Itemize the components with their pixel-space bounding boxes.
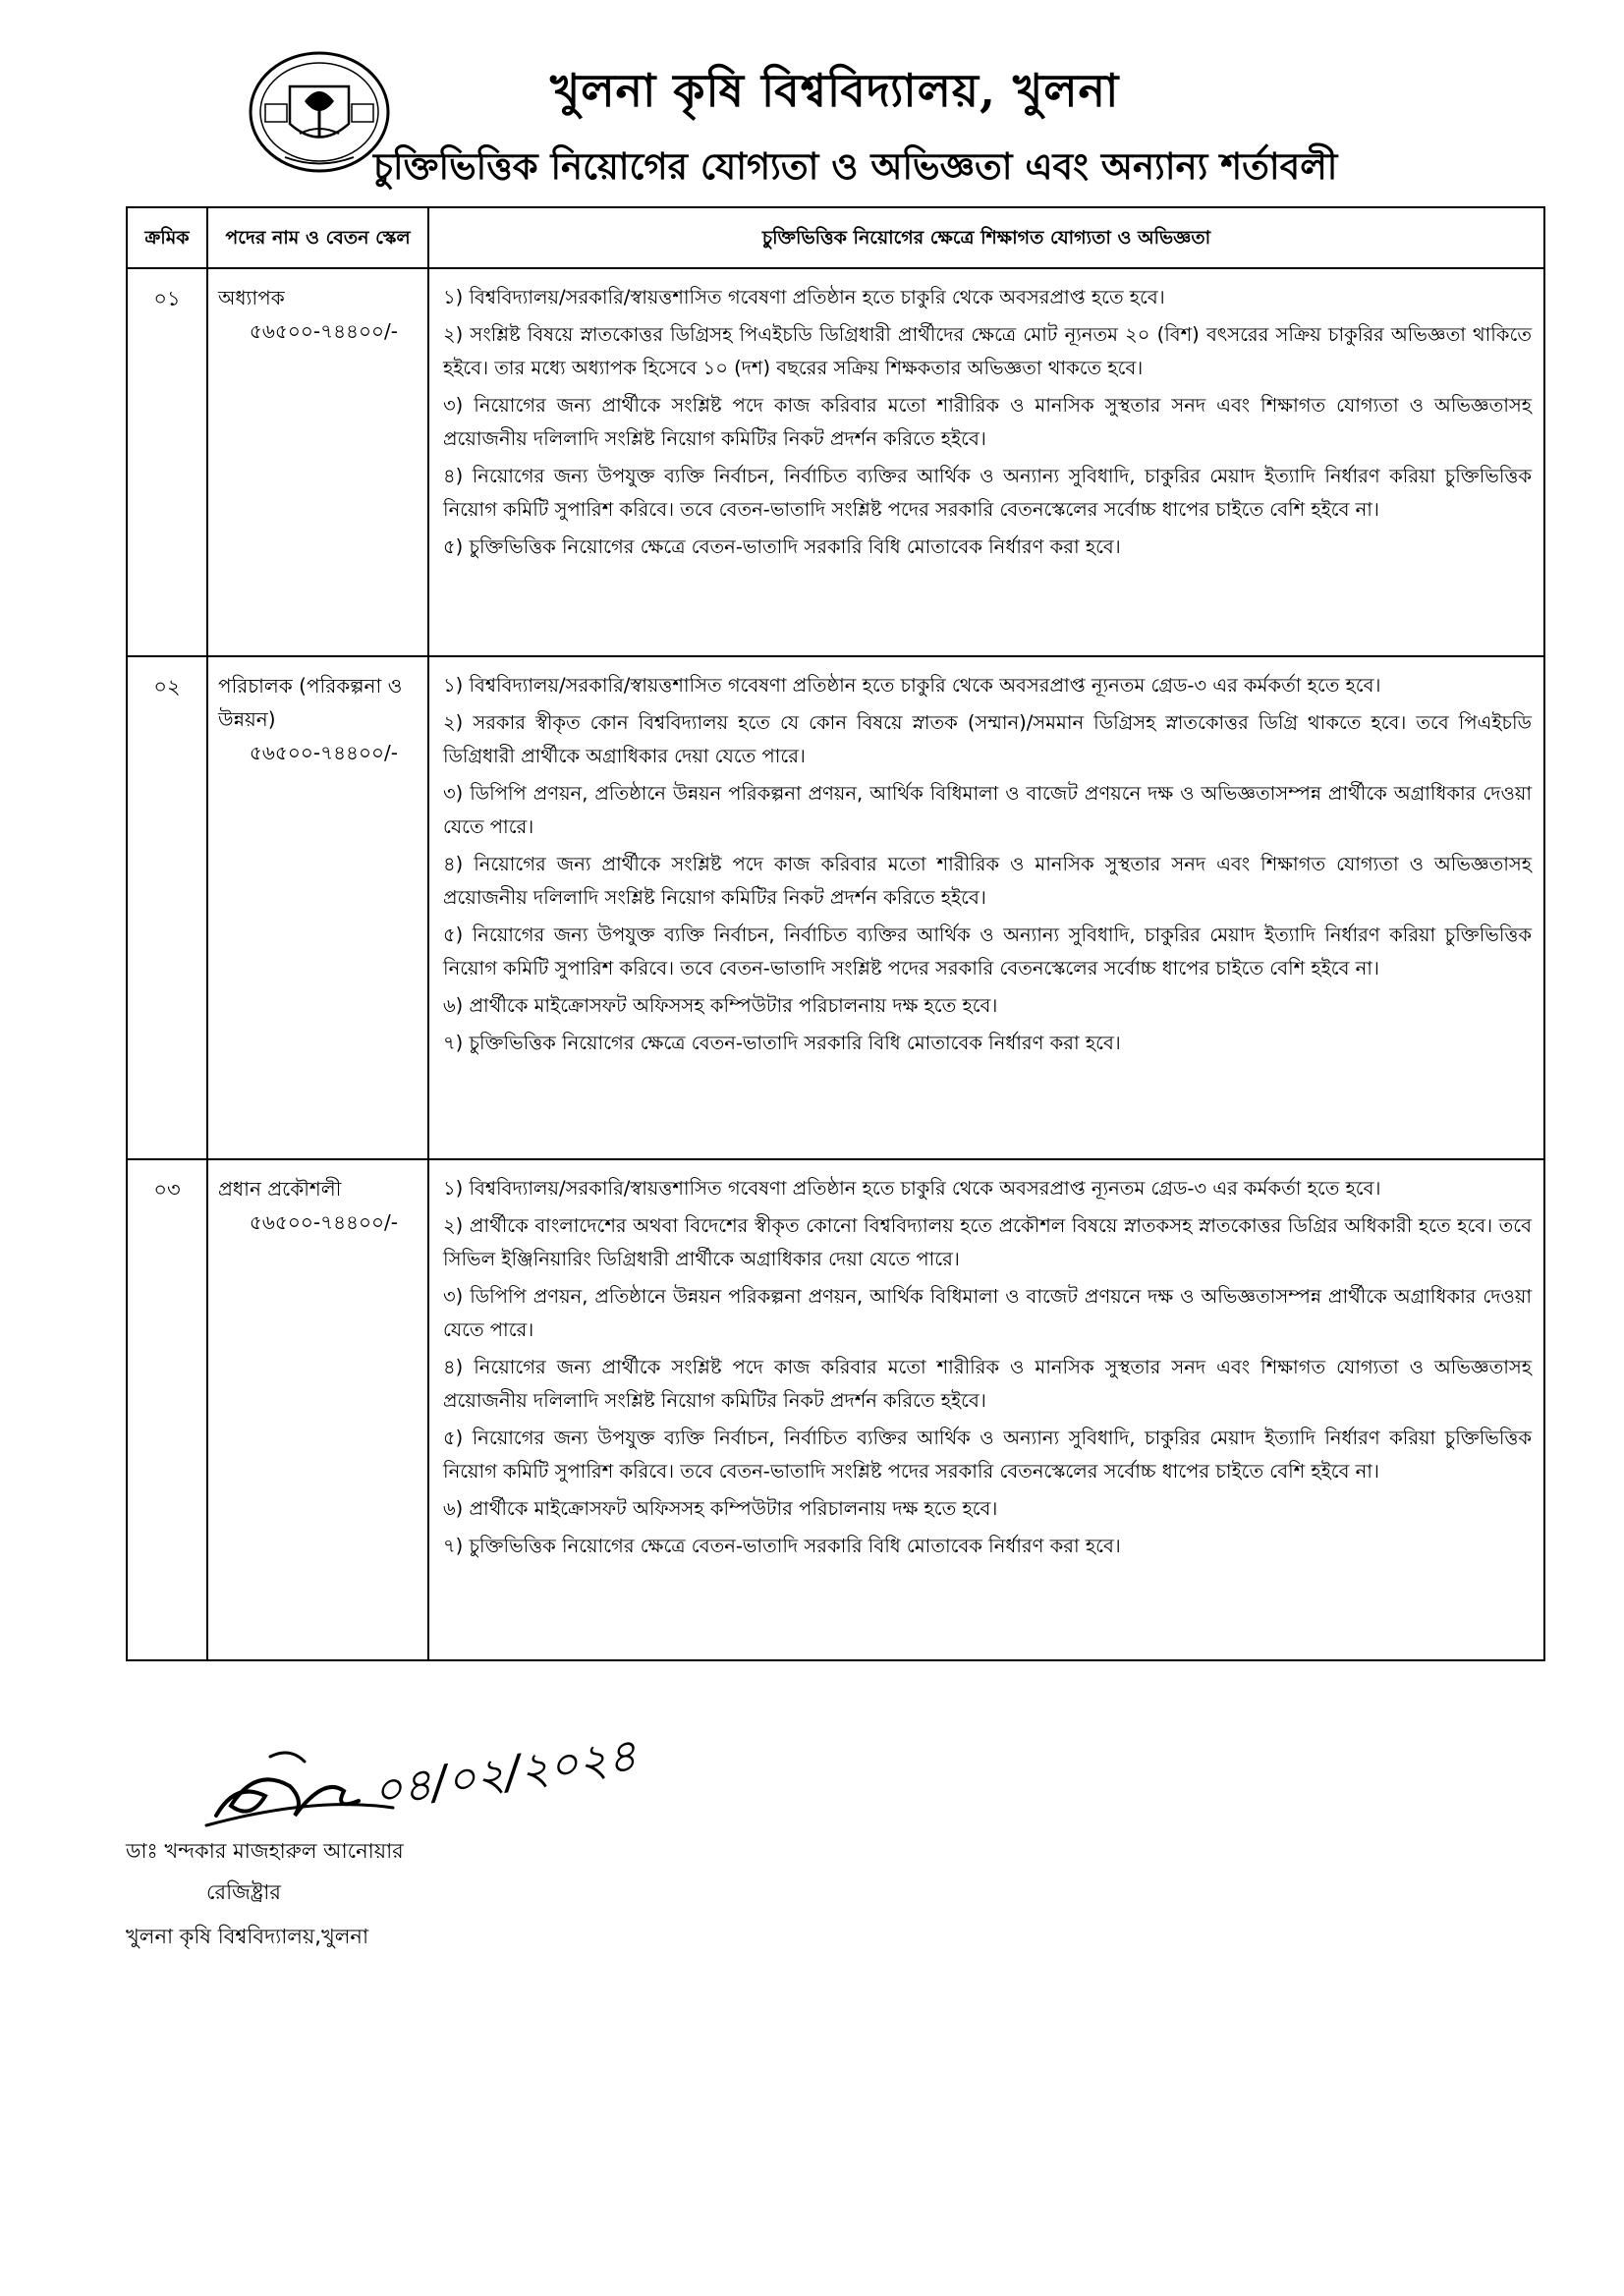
signatory-organization: খুলনা কৃষি বিশ্ববিদ্যালয়,খুলনা [126,1925,369,1948]
header-serial: ক্রমিক [127,207,207,268]
row-serial: ০৩ [127,1159,207,1660]
post-name: প্রধান প্রকৌশলী [218,1177,342,1201]
post-name: অধ্যাপক [218,286,285,309]
table-header-row [127,207,1544,268]
row-post [207,1159,428,1660]
table-row [127,1159,1544,1660]
requirements-table [126,206,1545,1661]
requirement-item: ৭) চুক্তিভিত্তিক নিয়োগের ক্ষেত্রে বেতন-ভাতাদি সরকারি বিধি মোতাবেক নির্ধারণ করা হবে। [443,1535,1121,1557]
row-requirements [428,656,1544,1159]
row-serial: ০১ [127,268,207,656]
requirement-item: ১) বিশ্ববিদ্যালয়/সরকারি/স্বায়ত্তশাসিত গবেষণা প্রতিষ্ঠান হতে চাকুরি থেকে অবসরপ্রাপ্ত ন্যূনতম গ্রেড-৩ এর কর্মকর্তা হতে হবে। [443,1177,1381,1200]
salary-scale: ৫৬৫০০-৭৪৪০০/- [249,1210,398,1234]
header-post: পদের নাম ও বেতন স্কেল [207,207,428,268]
row-requirements [428,268,1544,656]
requirement-item: ১) বিশ্ববিদ্যালয়/সরকারি/স্বায়ত্তশাসিত গবেষণা প্রতিষ্ঠান হতে চাকুরি থেকে অবসরপ্রাপ্ত হতে হবে। [443,286,1165,308]
university-title: খুলনা কৃষি বিশ্ববিদ্যালয়, খুলনা [550,64,1120,117]
requirement-item: ৬) প্রার্থীকে মাইক্রোসফট অফিসসহ কম্পিউটার পরিচালনায় দক্ষ হতে হবে। [443,994,998,1017]
requirement-item: ৪) নিয়োগের জন্য প্রার্থীকে সংশ্লিষ্ট পদে কাজ করিবার মতো শারীরিক ও মানসিক সুস্থতার সনদ এবং শিক্ষাগত যোগ্যতা ও অভিজ্ঞতাসহ প্রয়োজনীয় দলিলাদি সংশ্লিষ্ট নিয়োগ কমিটির নিকট প্রদর্শন করিতে হইবে। [443,1356,1532,1412]
requirement-item: ২) সরকার স্বীকৃত কোন বিশ্ববিদ্যালয় হতে যে কোন বিষয়ে স্নাতক (সম্মান)/সমমান ডিগ্রিসহ স্নাতকোত্তর ডিগ্রি থাকতে হবে। তবে পিএইচডি ডিগ্রিধারী প্রার্থীকে অগ্রাধিকার দেয়া যেতে পারে। [443,711,1532,767]
row-serial: ০২ [127,656,207,1159]
salary-scale: ৫৬৫০০-৭৪৪০০/- [249,319,398,343]
requirement-item: ৫) নিয়োগের জন্য উপযুক্ত ব্যক্তি নির্বাচন, নির্বাচিত ব্যক্তির আর্থিক ও অন্যান্য সুবিধাদি, চাকুরির মেয়াদ ইত্যাদি নির্ধারণ করিয়া চুক্তিভিত্তিক নিয়োগ কমিটি সুপারিশ করিবে। তবে বেতন-ভাতাদি সংশ্লিষ্ট পদের সরকারি বেতনস্কেলের সর্বোচ্চ ধাপের চাইতে বেশি হইবে না। [443,924,1532,980]
requirement-item: ৩) ডিপিপি প্রণয়ন, প্রতিষ্ঠানে উন্নয়ন পরিকল্পনা প্রণয়ন, আর্থিক বিধিমালা ও বাজেট প্রণয়নে দক্ষ ও অভিজ্ঞতাসম্পন্ন প্রার্থীকে অগ্রাধিকার দেওয়া যেতে পারে। [443,782,1532,838]
requirement-item: ৬) প্রার্থীকে মাইক্রোসফট অফিসসহ কম্পিউটার পরিচালনায় দক্ষ হতে হবে। [443,1497,998,1520]
requirement-item: ৫) নিয়োগের জন্য উপযুক্ত ব্যক্তি নির্বাচন, নির্বাচিত ব্যক্তির আর্থিক ও অন্যান্য সুবিধাদি, চাকুরির মেয়াদ ইত্যাদি নির্ধারণ করিয়া চুক্তিভিত্তিক নিয়োগ কমিটি সুপারিশ করিবে। তবে বেতন-ভাতাদি সংশ্লিষ্ট পদের সরকারি বেতনস্কেলের সর্বোচ্চ ধাপের চাইতে বেশি হইবে না। [443,1427,1532,1483]
signatory-designation: রেজিষ্ট্রার [206,1880,281,1904]
requirement-item: ৭) চুক্তিভিত্তিক নিয়োগের ক্ষেত্রে বেতন-ভাতাদি সরকারি বিধি মোতাবেক নির্ধারণ করা হবে। [443,1032,1121,1054]
handwritten-signature [196,1727,641,1835]
requirement-item: ২) সংশ্লিষ্ট বিষয়ে স্নাতকোত্তর ডিগ্রিসহ পিএইচডি ডিগ্রিধারী প্রার্থীদের ক্ষেত্রে মোট ন্যূনতম ২০ (বিশ) বৎসরের সক্রিয় চাকুরির অভিজ্ঞতা থাকিতে হইবে। তার মধ্যে অধ্যাপক হিসেবে ১০ (দশ) বছরের সক্রিয় শিক্ষকতার অভিজ্ঞতা থাকতে হবে। [443,323,1532,379]
requirement-item: ৩) নিয়োগের জন্য প্রার্থীকে সংশ্লিষ্ট পদে কাজ করিবার মতো শারীরিক ও মানসিক সুস্থতার সনদ এবং শিক্ষাগত যোগ্যতা ও অভিজ্ঞতাসহ প্রয়োজনীয় দলিলাদি সংশ্লিষ্ট নিয়োগ কমিটির নিকট প্রদর্শন করিতে হইবে। [443,394,1532,450]
row-post [207,656,428,1159]
table-row [127,656,1544,1159]
requirement-item: ৫) চুক্তিভিত্তিক নিয়োগের ক্ষেত্রে বেতন-ভাতাদি সরকারি বিধি মোতাবেক নির্ধারণ করা হবে। [443,535,1121,558]
table-row [127,268,1544,656]
document-subtitle: চুক্তিভিত্তিক নিয়োগের যোগ্যতা ও অভিজ্ঞতা এবং অন্যান্য শর্তাবলী [373,144,1338,188]
signature-date: ০৪/০২/২০২৪ [369,1727,641,1818]
requirement-item: ২) প্রার্থীকে বাংলাদেশের অথবা বিদেশের স্বীকৃত কোনো বিশ্ববিদ্যালয় হতে প্রকৌশল বিষয়ে স্নাতকসহ স্নাতকোত্তর ডিগ্রির অধিকারী হতে হবে। তবে সিভিল ইঞ্জিনিয়ারিং ডিগ্রিধারী প্রার্থীকে অগ্রাধিকার দেয়া যেতে পারে। [443,1214,1532,1270]
requirement-item: ৪) নিয়োগের জন্য উপযুক্ত ব্যক্তি নির্বাচন, নির্বাচিত ব্যক্তির আর্থিক ও অন্যান্য সুবিধাদি, চাকুরির মেয়াদ ইত্যাদি নির্ধারণ করিয়া চুক্তিভিত্তিক নিয়োগ কমিটি সুপারিশ করিবে। তবে বেতন-ভাতাদি সংশ্লিষ্ট পদের সরকারি বেতনস্কেলের সর্বোচ্চ ধাপের চাইতে বেশি হইবে না। [443,465,1532,521]
post-name: পরিচালক (পরিকল্পনা ও উন্নয়ন) [218,674,403,731]
requirement-item: ৪) নিয়োগের জন্য প্রার্থীকে সংশ্লিষ্ট পদে কাজ করিবার মতো শারীরিক ও মানসিক সুস্থতার সনদ এবং শিক্ষাগত যোগ্যতা ও অভিজ্ঞতাসহ প্রয়োজনীয় দলিলাদি সংশ্লিষ্ট নিয়োগ কমিটির নিকট প্রদর্শন করিতে হইবে। [443,853,1532,909]
requirement-item: ১) বিশ্ববিদ্যালয়/সরকারি/স্বায়ত্তশাসিত গবেষণা প্রতিষ্ঠান হতে চাকুরি থেকে অবসরপ্রাপ্ত ন্যূনতম গ্রেড-৩ এর কর্মকর্তা হতে হবে। [443,674,1381,697]
requirement-item: ৩) ডিপিপি প্রণয়ন, প্রতিষ্ঠানে উন্নয়ন পরিকল্পনা প্রণয়ন, আর্থিক বিধিমালা ও বাজেট প্রণয়নে দক্ষ ও অভিজ্ঞতাসম্পন্ন প্রার্থীকে অগ্রাধিকার দেওয়া যেতে পারে। [443,1285,1532,1341]
salary-scale: ৫৬৫০০-৭৪৪০০/- [249,741,398,764]
row-requirements [428,1159,1544,1660]
signatory-name: ডাঃ খন্দকার মাজহারুল আনোয়ার [126,1839,404,1863]
university-logo [246,47,393,177]
row-post [207,268,428,656]
header-requirements: চুক্তিভিত্তিক নিয়োগের ক্ষেত্রে শিক্ষাগত যোগ্যতা ও অভিজ্ঞতা [428,207,1544,268]
